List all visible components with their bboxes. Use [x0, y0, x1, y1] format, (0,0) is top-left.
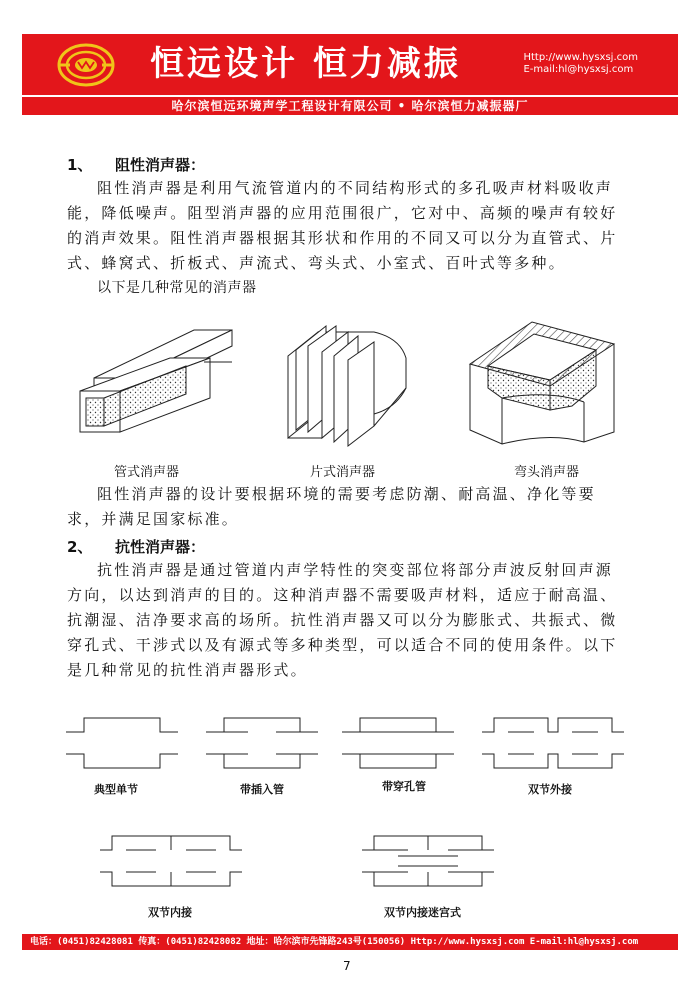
- perforated-pipe-diagram: [338, 714, 458, 772]
- section1-title: 阻性消声器：: [115, 156, 206, 174]
- page-number: 7: [343, 959, 351, 973]
- typical-single-section-diagram: [62, 714, 182, 772]
- section1-heading: [67, 154, 205, 175]
- section1-paragraph: [67, 176, 647, 301]
- footer-contact: 电话：(0451)82428081 传真：(0451)82428082 地址：哈尔滨市先锋路243号(150056) Http://www.hysxsj.com E-mail:hl@hysxsj.com: [30, 937, 639, 947]
- double-internal-labyrinth-diagram: [358, 832, 498, 890]
- figure-caption: 片式消声器: [310, 465, 376, 480]
- text-line: 是几种常见的抗性消声器形式。: [67, 661, 308, 679]
- section1-intro: 以下是几种常见的消声器: [97, 280, 257, 296]
- company-logo-icon: [56, 42, 116, 88]
- double-external-diagram: [478, 714, 628, 772]
- figure-caption: 带穿孔管: [382, 780, 426, 793]
- figure-caption: 典型单节: [94, 783, 138, 796]
- header-title: 恒远设计 恒力减振: [150, 44, 461, 84]
- double-internal-diagram: [96, 832, 246, 890]
- figure-caption: 双节外接: [528, 783, 572, 796]
- text-line: 阻性消声器是利用气流管道内的不同结构形式的多孔吸声材料吸收声: [97, 179, 614, 197]
- section2-heading: [67, 536, 205, 557]
- figure-caption: 双节内接迷宫式: [384, 906, 461, 919]
- text-line: 阻性消声器的设计要根据环境的需要考虑防潮、耐高温、净化等要: [97, 485, 596, 503]
- section1-number: 1、: [67, 156, 93, 174]
- header-banner: [22, 34, 678, 95]
- tube-silencer-figure: [74, 316, 244, 446]
- company-name: 哈尔滨恒远环境声学工程设计有限公司 • 哈尔滨恒力减振器厂: [171, 99, 529, 113]
- figure-caption: 管式消声器: [114, 465, 180, 480]
- text-line: 方向，以达到消声的目的。这种消声器不需要吸声材料，适应于耐高温、: [67, 586, 618, 604]
- header-email[interactable]: E-mail:hl@hysxsj.com: [523, 64, 634, 75]
- text-line: 求，并满足国家标准。: [67, 510, 240, 528]
- text-line: 穿孔式、干涉式以及有源式等多种类型，可以适合不同的使用条件。以下: [67, 636, 618, 654]
- footer-bar: [22, 934, 678, 950]
- header-url[interactable]: Http://www.hysxsj.com: [523, 52, 638, 63]
- company-bar: [22, 95, 678, 115]
- section2-title: 抗性消声器：: [115, 538, 206, 556]
- elbow-silencer-figure: [462, 314, 622, 456]
- section1-after-paragraph: [67, 482, 647, 532]
- text-line: 抗性消声器是通过管道内声学特性的突变部位将部分声波反射回声源: [97, 561, 614, 579]
- header-contact: [523, 52, 638, 76]
- plate-silencer-figure: [278, 318, 428, 456]
- text-line: 抗潮湿、洁净要求高的场所。抗性消声器又可以分为膨胀式、共振式、微: [67, 611, 618, 629]
- text-line: 式、蜂窝式、折板式、声流式、弯头式、小室式、百叶式等多种。: [67, 254, 566, 272]
- figure-caption: 弯头消声器: [514, 465, 580, 480]
- inserted-pipe-diagram: [202, 714, 322, 772]
- text-line: 能，降低噪声。阻型消声器的应用范围很广，它对中、高频的噪声有较好: [67, 204, 618, 222]
- text-line: 的消声效果。阻性消声器根据其形状和作用的不同又可以分为直管式、片: [67, 229, 618, 247]
- figure-caption: 双节内接: [148, 906, 192, 919]
- figure-caption: 带插入管: [240, 783, 284, 796]
- section2-number: 2、: [67, 538, 93, 556]
- section2-paragraph: [67, 558, 647, 683]
